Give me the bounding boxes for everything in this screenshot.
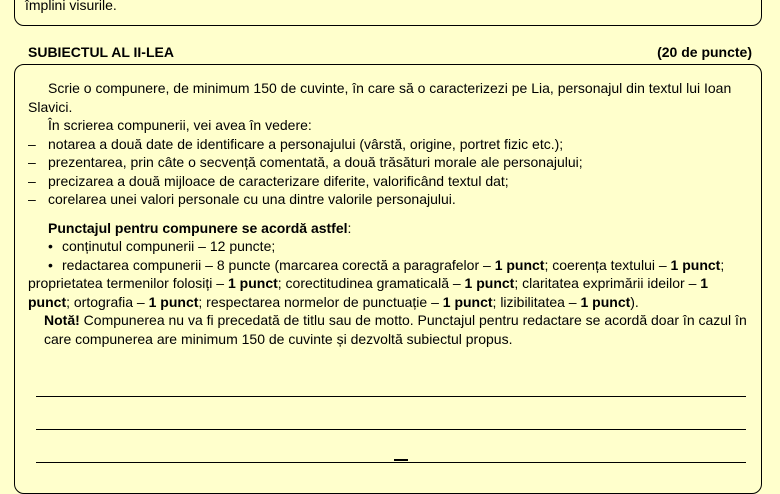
point-value: 1 punct bbox=[464, 275, 515, 291]
editing-text: ; corectitudinea gramaticală – bbox=[277, 275, 465, 291]
answer-line[interactable] bbox=[36, 429, 746, 430]
scoring-content-text: conținutul compunerii – 12 puncte; bbox=[62, 238, 276, 254]
editing-text: ). bbox=[630, 293, 639, 310]
scoring-item-content bbox=[28, 237, 752, 256]
editing-text: ; ortografia – bbox=[66, 293, 149, 310]
requirement-text: notarea a două date de identificare a personajului (vârstă, origine, portret fizic etc.); bbox=[48, 135, 564, 152]
dash-marker: – bbox=[28, 191, 36, 207]
subject-header bbox=[28, 44, 752, 60]
point-value: 1 punct bbox=[148, 293, 199, 310]
requirement-text: precizarea a două mijloace de caracterizare diferite, valorificând textul dat; bbox=[48, 172, 509, 189]
scoring-item-editing bbox=[28, 256, 752, 312]
subject-content bbox=[28, 79, 752, 348]
dash-marker: – bbox=[28, 172, 36, 189]
note-label: Notă! bbox=[44, 312, 80, 328]
previous-section-text: împlini visurile. bbox=[25, 0, 117, 13]
editing-text: ; respectarea normelor de punctuație – bbox=[198, 293, 443, 310]
editing-text: ; coerența textului – bbox=[544, 256, 671, 273]
point-value: 1 punct bbox=[228, 275, 278, 291]
editing-text: ; proprietatea termenilor folosiți – bbox=[28, 256, 725, 291]
requirement-item bbox=[28, 135, 752, 154]
point-value: 1 punct bbox=[442, 293, 493, 310]
scoring-title-text: Punctajul pentru compunere se acordă astfel bbox=[48, 219, 348, 236]
scoring-title: Punctajul pentru compunere se acordă astfel: bbox=[48, 219, 352, 236]
requirement-item bbox=[28, 190, 752, 209]
subject-points: (20 de puncte) bbox=[657, 44, 752, 60]
previous-section-box bbox=[14, 0, 762, 26]
answer-line[interactable] bbox=[36, 396, 746, 397]
dash-marker: – bbox=[28, 154, 36, 170]
editing-intro: redactarea compunerii – 8 puncte (marcarea corectă a paragrafelor – bbox=[62, 256, 495, 273]
task-intro: Scrie o compunere, de minimum 150 de cuvinte, în care să o caracterizezi pe Lia, personajul din textul lui Ioan Slavici. bbox=[28, 80, 732, 115]
requirement-text: prezentarea, prin câte o secvență comentată, a două trăsături morale ale personajului; bbox=[48, 154, 583, 170]
bullet-marker: • bbox=[48, 256, 53, 273]
line-mark bbox=[394, 459, 408, 461]
requirement-item bbox=[28, 172, 752, 191]
answer-line[interactable] bbox=[36, 462, 746, 463]
point-value: 1 punct bbox=[28, 275, 709, 310]
task-consider: În scrierea compunerii, vei avea în vedere: bbox=[48, 117, 312, 133]
requirement-item bbox=[28, 153, 752, 172]
editing-text: ; claritatea exprimării ideilor – bbox=[514, 275, 701, 291]
dash-marker: – bbox=[28, 135, 36, 152]
point-value: 1 punct bbox=[670, 256, 721, 273]
scoring-note bbox=[28, 311, 752, 348]
bullet-marker: • bbox=[48, 238, 53, 254]
point-value: 1 punct bbox=[494, 256, 545, 273]
editing-text: ; lizibilitatea – bbox=[492, 293, 581, 310]
note-text: Compunerea nu va fi precedată de titlu sau de motto. Punctajul pentru redactare se acordă doar în cazul în care compunerea are minimum 150 de cuvinte și dezvoltă subiectul propus. bbox=[44, 312, 747, 347]
subject-title: SUBIECTUL AL II-LEA bbox=[28, 44, 174, 60]
requirement-text: corelarea unei valori personale cu una dintre valorile personajului. bbox=[48, 191, 456, 207]
point-value: 1 punct bbox=[580, 293, 631, 310]
